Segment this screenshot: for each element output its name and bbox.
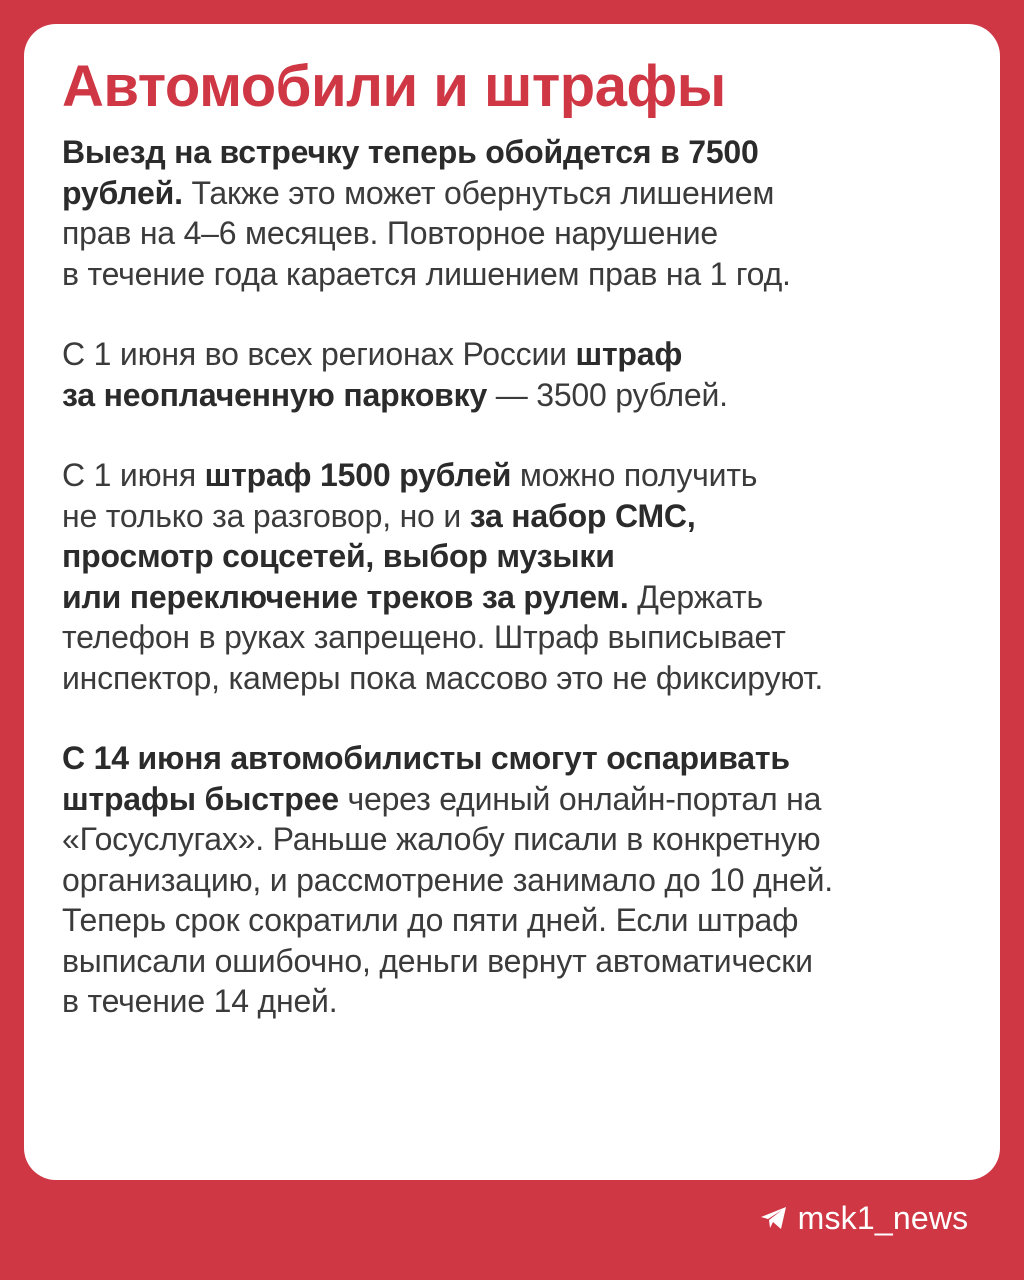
paragraph <box>62 455 962 698</box>
bold-text: или переключение треков за рулем. <box>62 578 629 615</box>
paragraph <box>62 334 962 415</box>
body-text: прав на 4–6 месяцев. Повторное нарушение <box>62 215 718 251</box>
channel-badge[interactable] <box>728 1180 1000 1256</box>
telegram-icon <box>760 1205 788 1231</box>
text-line <box>62 860 962 901</box>
paragraph <box>62 132 962 294</box>
body-text: инспектор, камеры пока массово это не фиксируют. <box>62 659 824 696</box>
text-line <box>62 496 962 537</box>
bold-text: Выезд на встречку теперь обойдется в 7500 <box>62 134 759 170</box>
body-text: через единый онлайн-портал на <box>338 780 822 817</box>
bold-text: рублей. <box>62 174 183 211</box>
text-line <box>62 577 962 618</box>
body-text: «Госуслугах». Раньше жалобу писали в конкретную <box>62 821 821 857</box>
text-line <box>62 254 962 295</box>
body-text: С 1 июня во всех регионах России <box>62 336 576 372</box>
bold-text: за неоплаченную парковку <box>62 376 488 413</box>
body-text: С 1 июня <box>62 457 205 493</box>
text-line <box>62 738 962 779</box>
body-text: телефон в руках запрещено. Штраф выписывает <box>62 619 786 655</box>
body-text: не только за разговор, но и <box>62 497 470 534</box>
body-text: в течение 14 дней. <box>62 983 338 1019</box>
content-card <box>24 24 1000 1180</box>
bold-text: штрафы быстрее <box>62 780 339 817</box>
text-line <box>62 536 962 577</box>
text-line <box>62 455 962 496</box>
bold-text: за набор СМС, <box>469 497 696 534</box>
text-line <box>62 213 962 254</box>
body-text: организацию, и рассмотрение занимало до 10 дней. <box>62 861 833 898</box>
body-text: Держать <box>628 578 763 615</box>
text-line <box>62 173 962 214</box>
text-line <box>62 375 962 416</box>
bold-text: просмотр соцсетей, выбор музыки <box>62 538 615 574</box>
text-line <box>62 617 962 658</box>
text-line <box>62 900 962 941</box>
body-text: в течение года карается лишением прав на 1 год. <box>62 255 791 292</box>
body-text: выписали ошибочно, деньги вернут автоматически <box>62 942 813 979</box>
body-text: — 3500 рублей. <box>487 376 728 413</box>
text-line <box>62 779 962 820</box>
page-title: Автомобили и штрафы <box>62 54 726 119</box>
body-text: Теперь срок сократили до пяти дней. Если штраф <box>62 902 799 938</box>
bold-text: штраф 1500 рублей <box>204 457 512 493</box>
text-line <box>62 334 962 375</box>
text-line <box>62 941 962 982</box>
bold-text: С 14 июня автомобилисты смогут оспаривать <box>62 740 790 776</box>
body-text: Также это может обернуться лишением <box>182 174 775 211</box>
bold-text: штраф <box>575 336 683 372</box>
paragraph <box>62 738 962 1022</box>
body-text: можно получить <box>511 457 758 493</box>
channel-handle: msk1_news <box>797 1199 969 1236</box>
text-line <box>62 981 962 1022</box>
article-body <box>62 132 962 1022</box>
text-line <box>62 658 962 699</box>
text-line <box>62 819 962 860</box>
text-line <box>62 132 962 173</box>
